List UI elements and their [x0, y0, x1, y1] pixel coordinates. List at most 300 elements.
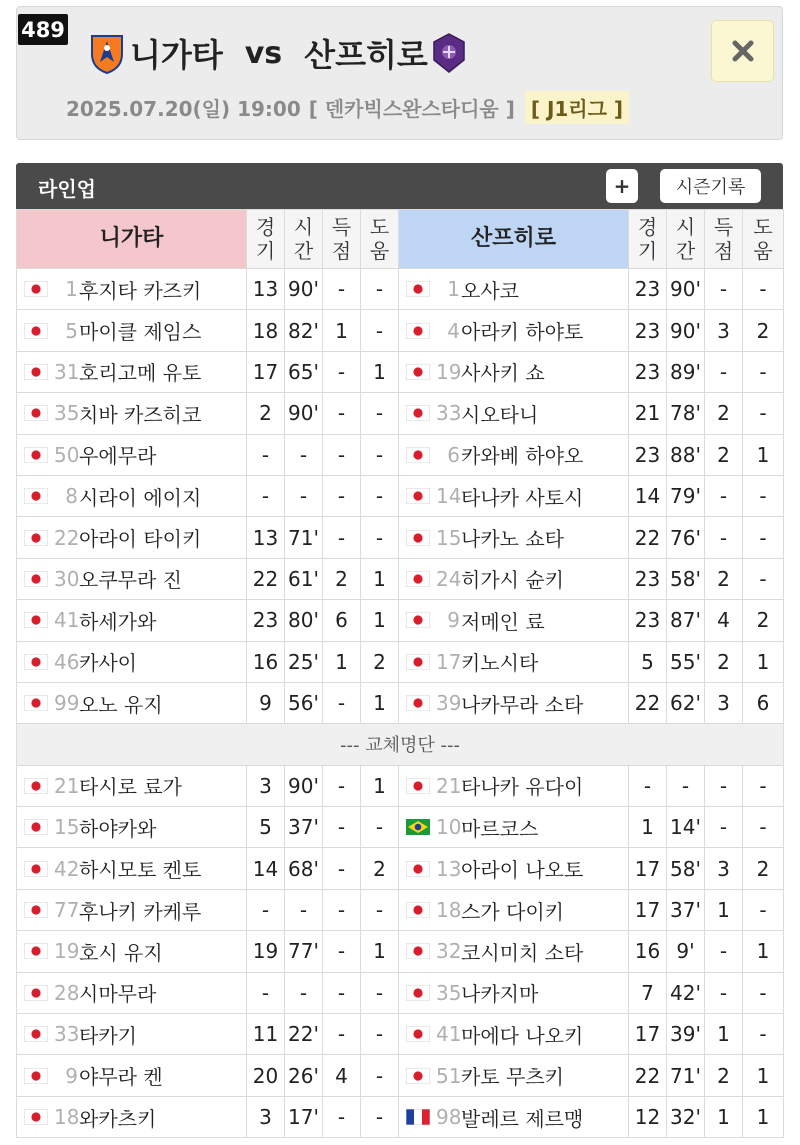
flag-jp-icon: [24, 524, 54, 548]
player-name: 나카지마: [461, 982, 539, 1007]
flag-jp-icon: [406, 855, 436, 879]
away-stat-minutes: 87': [667, 600, 705, 641]
flag-jp-icon: [406, 483, 436, 507]
away-stat-games: 21: [629, 393, 667, 434]
table-row: [17, 351, 784, 392]
player-number: 24: [436, 566, 462, 591]
vs-label: vs: [244, 35, 283, 71]
flag-jp-icon: [406, 441, 436, 465]
player-name: 후지타 카즈키: [79, 278, 202, 303]
away-stat-games: 12: [629, 1096, 667, 1137]
flag-fr-icon: [406, 1104, 436, 1128]
away-stat-assists: 2: [743, 600, 784, 641]
home-stat-goals: -: [323, 807, 361, 848]
league-badge: [ J1리그 ]: [525, 91, 629, 124]
home-stat-minutes: 82': [285, 310, 323, 351]
col-minutes: 시 간: [667, 210, 705, 269]
player-number: 14: [436, 484, 462, 509]
away-stat-games: 17: [629, 848, 667, 889]
player-number: 15: [436, 525, 462, 550]
home-stat-assists: -: [361, 972, 399, 1013]
home-stat-minutes: -: [285, 972, 323, 1013]
away-team-header: 산프히로: [399, 210, 629, 269]
home-stat-assists: 1: [361, 600, 399, 641]
away-player-cell[interactable]: [399, 600, 629, 641]
player-name: 호시 유지: [79, 940, 163, 965]
player-number: 17: [436, 649, 462, 674]
away-stat-minutes: 58': [667, 558, 705, 599]
home-stat-minutes: 90': [285, 269, 323, 310]
away-player-cell[interactable]: [399, 393, 629, 434]
flag-br-icon: [406, 814, 436, 838]
away-stat-goals: -: [705, 931, 743, 972]
col-minutes: 시 간: [285, 210, 323, 269]
home-stat-assists: 1: [361, 765, 399, 806]
flag-jp-icon: [24, 358, 54, 382]
flag-jp-icon: [24, 648, 54, 672]
flag-jp-icon: [24, 897, 54, 921]
table-row: [17, 972, 784, 1013]
away-stat-assists: -: [743, 517, 784, 558]
home-player-cell[interactable]: [17, 1055, 247, 1096]
flag-jp-icon: [406, 358, 436, 382]
section-title: 라인업: [38, 177, 96, 201]
away-stat-games: 17: [629, 1014, 667, 1055]
player-number: 9: [447, 608, 460, 633]
lineup-table: [16, 209, 784, 1138]
home-stat-minutes: 65': [285, 351, 323, 392]
home-player-cell[interactable]: [17, 682, 247, 723]
home-player-cell[interactable]: [17, 434, 247, 475]
away-player-cell[interactable]: [399, 889, 629, 930]
player-name: 아라이 타이키: [79, 527, 202, 552]
home-stat-goals: -: [323, 269, 361, 310]
table-row: [17, 682, 784, 723]
match-datetime: 2025.07.20(일) 19:00: [66, 97, 301, 121]
home-stat-goals: -: [323, 972, 361, 1013]
home-stat-goals: -: [323, 1096, 361, 1137]
table-row: [17, 517, 784, 558]
home-player-cell[interactable]: [17, 889, 247, 930]
table-row: [17, 889, 784, 930]
away-player-cell[interactable]: [399, 310, 629, 351]
away-stat-games: 1: [629, 807, 667, 848]
player-number: 46: [54, 649, 80, 674]
match-info: [66, 91, 629, 124]
flag-jp-icon: [24, 938, 54, 962]
away-player-cell[interactable]: [399, 931, 629, 972]
away-stat-games: 23: [629, 351, 667, 392]
away-stat-assists: 1: [743, 1055, 784, 1096]
home-stat-goals: 4: [323, 1055, 361, 1096]
away-player-cell[interactable]: [399, 1014, 629, 1055]
home-stat-minutes: 90': [285, 393, 323, 434]
col-games: 경 기: [629, 210, 667, 269]
home-player-cell[interactable]: [17, 269, 247, 310]
home-player-cell[interactable]: [17, 848, 247, 889]
away-player-cell[interactable]: [399, 641, 629, 682]
away-stat-games: 14: [629, 475, 667, 516]
away-stat-games: 23: [629, 600, 667, 641]
away-stat-games: -: [629, 765, 667, 806]
home-stat-minutes: 22': [285, 1014, 323, 1055]
table-row: [17, 848, 784, 889]
flag-jp-icon: [24, 772, 54, 796]
away-player-cell[interactable]: [399, 434, 629, 475]
away-stat-games: 7: [629, 972, 667, 1013]
away-stat-goals: 2: [705, 641, 743, 682]
player-number: 13: [436, 856, 462, 881]
flag-jp-icon: [24, 855, 54, 879]
player-number: 5: [65, 318, 78, 343]
flag-jp-icon: [24, 317, 54, 341]
away-stat-goals: 3: [705, 848, 743, 889]
home-stat-games: 9: [247, 682, 285, 723]
away-stat-minutes: 78': [667, 393, 705, 434]
player-number: 21: [54, 773, 80, 798]
player-number: 28: [54, 980, 80, 1005]
home-stat-minutes: 80': [285, 600, 323, 641]
home-stat-minutes: 71': [285, 517, 323, 558]
away-player-cell[interactable]: [399, 351, 629, 392]
player-number: 42: [54, 856, 80, 881]
player-name: 저메인 료: [461, 609, 545, 634]
player-name: 오노 유지: [79, 692, 163, 717]
away-player-cell[interactable]: [399, 848, 629, 889]
away-stat-minutes: -: [667, 765, 705, 806]
niigata-emblem-icon: [90, 32, 124, 74]
away-stat-games: 5: [629, 641, 667, 682]
away-stat-goals: 2: [705, 393, 743, 434]
player-name: 시오타니: [461, 402, 539, 427]
home-stat-minutes: 25': [285, 641, 323, 682]
player-name: 야무라 켄: [79, 1065, 163, 1090]
substitutes-label: --- 교체명단 ---: [17, 724, 784, 765]
away-player-cell[interactable]: [399, 1096, 629, 1137]
player-name: 시라이 에이지: [79, 485, 202, 510]
player-name: 와카츠키: [79, 1106, 157, 1131]
away-stat-goals: 1: [705, 1014, 743, 1055]
home-stat-assists: 2: [361, 848, 399, 889]
flag-jp-icon: [406, 317, 436, 341]
home-player-cell[interactable]: [17, 475, 247, 516]
player-name: 나카무라 소타: [461, 692, 584, 717]
home-player-cell[interactable]: [17, 351, 247, 392]
table-row: [17, 434, 784, 475]
home-stat-assists: -: [361, 1014, 399, 1055]
table-row: [17, 310, 784, 351]
away-stat-games: 16: [629, 931, 667, 972]
table-row: [17, 1055, 784, 1096]
away-stat-goals: -: [705, 972, 743, 1013]
table-row: [17, 807, 784, 848]
home-stat-games: 2: [247, 393, 285, 434]
home-stat-minutes: 37': [285, 807, 323, 848]
flag-jp-icon: [406, 772, 436, 796]
flag-jp-icon: [24, 1021, 54, 1045]
away-stat-goals: 4: [705, 600, 743, 641]
home-player-cell[interactable]: [17, 1096, 247, 1137]
home-stat-assists: -: [361, 1055, 399, 1096]
away-stat-minutes: 62': [667, 682, 705, 723]
player-name: 하세가와: [79, 609, 157, 634]
away-stat-minutes: 88': [667, 434, 705, 475]
home-stat-games: -: [247, 434, 285, 475]
home-stat-assists: -: [361, 434, 399, 475]
home-stat-goals: -: [323, 393, 361, 434]
away-stat-goals: 3: [705, 682, 743, 723]
home-stat-games: 19: [247, 931, 285, 972]
player-number: 1: [65, 277, 78, 302]
match-title: [90, 30, 466, 76]
away-stat-goals: -: [705, 517, 743, 558]
player-number: 50: [54, 442, 80, 467]
home-stat-games: 11: [247, 1014, 285, 1055]
player-number: 19: [436, 359, 462, 384]
player-name: 마이클 제임스: [79, 320, 202, 345]
away-stat-minutes: 58': [667, 848, 705, 889]
home-player-cell[interactable]: [17, 641, 247, 682]
away-stat-goals: -: [705, 807, 743, 848]
table-row: [17, 269, 784, 310]
away-player-cell[interactable]: [399, 1055, 629, 1096]
home-stat-goals: 6: [323, 600, 361, 641]
away-player-cell[interactable]: [399, 972, 629, 1013]
home-stat-assists: -: [361, 475, 399, 516]
player-name: 타나카 사토시: [461, 485, 584, 510]
away-stat-minutes: 90': [667, 310, 705, 351]
away-stat-goals: -: [705, 351, 743, 392]
close-button[interactable]: [711, 20, 774, 82]
home-stat-goals: -: [323, 517, 361, 558]
away-stat-assists: 1: [743, 641, 784, 682]
home-player-cell[interactable]: [17, 931, 247, 972]
home-stat-games: -: [247, 889, 285, 930]
player-name: 아라이 나오토: [461, 858, 584, 883]
flag-jp-icon: [406, 690, 436, 714]
flag-jp-icon: [406, 979, 436, 1003]
player-number: 33: [436, 401, 462, 426]
away-stat-assists: -: [743, 1014, 784, 1055]
away-stat-goals: -: [705, 269, 743, 310]
away-stat-goals: 2: [705, 434, 743, 475]
flag-jp-icon: [406, 1021, 436, 1045]
away-stat-games: 22: [629, 682, 667, 723]
player-number: 6: [447, 442, 460, 467]
home-stat-goals: -: [323, 931, 361, 972]
close-icon: [732, 40, 754, 62]
home-stat-games: 23: [247, 600, 285, 641]
away-stat-games: 23: [629, 269, 667, 310]
home-stat-goals: 1: [323, 310, 361, 351]
flag-jp-icon: [24, 483, 54, 507]
home-stat-goals: -: [323, 848, 361, 889]
player-number: 99: [54, 691, 80, 716]
home-player-cell[interactable]: [17, 517, 247, 558]
player-number: 9: [65, 1063, 78, 1088]
player-name: 스가 다이키: [461, 899, 564, 924]
home-stat-minutes: 68': [285, 848, 323, 889]
away-stat-minutes: 71': [667, 1055, 705, 1096]
home-stat-games: 13: [247, 517, 285, 558]
player-number: 10: [436, 815, 462, 840]
player-number: 51: [436, 1063, 462, 1088]
home-stat-minutes: 77': [285, 931, 323, 972]
home-stat-assists: 1: [361, 682, 399, 723]
player-number: 8: [65, 484, 78, 509]
away-stat-minutes: 79': [667, 475, 705, 516]
home-stat-goals: -: [323, 434, 361, 475]
away-stat-goals: 2: [705, 1055, 743, 1096]
table-row: [17, 765, 784, 806]
away-stat-minutes: 89': [667, 351, 705, 392]
player-number: 33: [54, 1022, 80, 1047]
away-stat-goals: 3: [705, 310, 743, 351]
away-player-cell[interactable]: [399, 558, 629, 599]
player-name: 우에무라: [79, 444, 157, 469]
flag-jp-icon: [406, 607, 436, 631]
away-stat-assists: -: [743, 972, 784, 1013]
home-player-cell[interactable]: [17, 765, 247, 806]
away-stat-goals: 1: [705, 1096, 743, 1137]
player-number: 35: [54, 401, 80, 426]
col-goals: 득 점: [705, 210, 743, 269]
away-stat-assists: 6: [743, 682, 784, 723]
home-stat-assists: -: [361, 889, 399, 930]
lineup-section-bar: [16, 163, 783, 209]
home-player-cell[interactable]: [17, 600, 247, 641]
player-number: 31: [54, 359, 80, 384]
home-stat-goals: -: [323, 765, 361, 806]
away-player-cell[interactable]: [399, 682, 629, 723]
col-assists: 도 움: [361, 210, 399, 269]
away-stat-minutes: 9': [667, 931, 705, 972]
flag-jp-icon: [406, 400, 436, 424]
away-stat-minutes: 76': [667, 517, 705, 558]
player-name: 타시로 료가: [79, 775, 182, 800]
home-stat-goals: -: [323, 1014, 361, 1055]
away-stat-assists: -: [743, 558, 784, 599]
home-player-cell[interactable]: [17, 972, 247, 1013]
flag-jp-icon: [406, 524, 436, 548]
player-number: 32: [436, 939, 462, 964]
flag-jp-icon: [24, 814, 54, 838]
home-stat-goals: -: [323, 682, 361, 723]
away-team-name: 산프히로: [304, 36, 428, 74]
flag-jp-icon: [24, 1062, 54, 1086]
home-stat-assists: -: [361, 310, 399, 351]
home-player-cell[interactable]: [17, 310, 247, 351]
expand-button[interactable]: +: [606, 169, 638, 203]
home-stat-games: 22: [247, 558, 285, 599]
flag-jp-icon: [24, 690, 54, 714]
away-player-cell[interactable]: [399, 269, 629, 310]
home-stat-minutes: 61': [285, 558, 323, 599]
home-stat-goals: 2: [323, 558, 361, 599]
player-name: 마르코스: [461, 816, 539, 841]
away-stat-assists: -: [743, 475, 784, 516]
home-stat-assists: 1: [361, 558, 399, 599]
player-number: 98: [436, 1105, 462, 1129]
home-stat-minutes: 17': [285, 1096, 323, 1137]
table-header-row: [17, 210, 784, 269]
player-name: 발레르 제르맹: [461, 1106, 584, 1131]
home-player-cell[interactable]: [17, 393, 247, 434]
away-stat-assists: -: [743, 269, 784, 310]
away-stat-goals: -: [705, 475, 743, 516]
season-record-button[interactable]: 시즌기록: [660, 169, 761, 203]
player-number: 4: [447, 318, 460, 343]
away-stat-goals: -: [705, 765, 743, 806]
player-name: 하야카와: [79, 816, 157, 841]
flag-jp-icon: [24, 565, 54, 589]
player-name: 아라키 하야토: [461, 320, 584, 345]
flag-jp-icon: [406, 1062, 436, 1086]
player-name: 오사코: [461, 278, 519, 303]
home-player-cell[interactable]: [17, 558, 247, 599]
home-player-cell[interactable]: [17, 1014, 247, 1055]
home-stat-minutes: -: [285, 889, 323, 930]
player-name: 키노시타: [461, 651, 539, 676]
player-name: 사사키 쇼: [461, 361, 545, 386]
away-stat-games: 23: [629, 310, 667, 351]
flag-jp-icon: [24, 979, 54, 1003]
away-stat-assists: 2: [743, 848, 784, 889]
home-stat-assists: -: [361, 393, 399, 434]
away-stat-assists: 1: [743, 931, 784, 972]
home-stat-games: 5: [247, 807, 285, 848]
player-name: 후나키 카케루: [79, 899, 202, 924]
player-name: 타나카 유다이: [461, 775, 584, 800]
away-stat-assists: -: [743, 807, 784, 848]
player-number: 21: [436, 773, 462, 798]
home-stat-games: -: [247, 475, 285, 516]
away-stat-minutes: 55': [667, 641, 705, 682]
col-goals: 득 점: [323, 210, 361, 269]
away-stat-goals: 2: [705, 558, 743, 599]
player-number: 41: [54, 608, 80, 633]
player-number: 18: [54, 1105, 80, 1129]
home-stat-games: 17: [247, 351, 285, 392]
player-number: 30: [54, 566, 80, 591]
away-player-cell[interactable]: [399, 807, 629, 848]
away-player-cell[interactable]: [399, 517, 629, 558]
home-stat-minutes: 90': [285, 765, 323, 806]
match-venue: [ 덴카빅스완스타디움 ]: [308, 97, 515, 121]
player-name: 오쿠무라 진: [79, 568, 182, 593]
home-team-name: 니가타: [130, 36, 223, 74]
home-stat-assists: 2: [361, 641, 399, 682]
away-stat-games: 17: [629, 889, 667, 930]
away-stat-assists: -: [743, 889, 784, 930]
flag-jp-icon: [406, 897, 436, 921]
table-row: [17, 558, 784, 599]
away-stat-minutes: 37': [667, 889, 705, 930]
home-player-cell[interactable]: [17, 807, 247, 848]
away-player-cell[interactable]: [399, 475, 629, 516]
away-stat-goals: 1: [705, 889, 743, 930]
home-stat-games: 20: [247, 1055, 285, 1096]
flag-jp-icon: [24, 276, 54, 300]
away-player-cell[interactable]: [399, 765, 629, 806]
flag-jp-icon: [406, 565, 436, 589]
home-stat-games: 13: [247, 269, 285, 310]
away-stat-games: 23: [629, 434, 667, 475]
table-row: [17, 931, 784, 972]
home-stat-goals: -: [323, 351, 361, 392]
flag-jp-icon: [24, 441, 54, 465]
home-stat-minutes: 26': [285, 1055, 323, 1096]
